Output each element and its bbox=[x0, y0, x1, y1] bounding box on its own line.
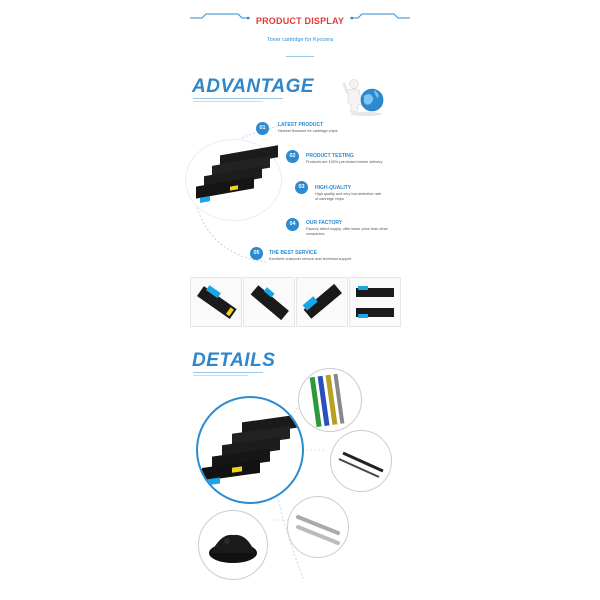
toner-cartridges-image bbox=[186, 140, 281, 220]
page-title: PRODUCT DISPLAY bbox=[255, 16, 345, 26]
advantage-subtitle-lines bbox=[193, 98, 283, 102]
details-subtitle-lines bbox=[193, 372, 263, 376]
advantage-title: ADVANTAGE bbox=[192, 76, 315, 97]
advantage-number-04: 04 bbox=[286, 218, 299, 231]
product-thumbnail-2 bbox=[243, 277, 295, 327]
advantage-item-desc: Newest firmware for cartridge chips bbox=[278, 129, 338, 133]
product-thumbnail-4 bbox=[349, 277, 401, 327]
details-rollers-image bbox=[298, 368, 362, 432]
advantage-item-title: THE BEST SERVICE bbox=[269, 250, 317, 256]
product-thumbnail-3 bbox=[296, 277, 348, 327]
product-thumbnail-1 bbox=[190, 277, 242, 327]
advantage-number-02: 02 bbox=[286, 150, 299, 163]
details-metal-rollers-image bbox=[287, 496, 349, 558]
person-globe-icon bbox=[342, 76, 390, 116]
advantage-number-01: 01 bbox=[256, 122, 269, 135]
subtitle-underline bbox=[286, 56, 314, 57]
advantage-item-desc: High quality and very low defective rate of cartridge chips bbox=[315, 192, 382, 201]
details-toner-powder-image bbox=[198, 510, 268, 580]
page-subtitle: Toner cartridge for Kyocera bbox=[266, 37, 334, 43]
advantage-item-title: HIGH-QUALITY bbox=[315, 185, 352, 191]
advantage-number-03: 03 bbox=[295, 181, 308, 194]
advantage-item-desc: Excellent customer service and technical support bbox=[269, 257, 352, 261]
advantage-number-05: 05 bbox=[250, 247, 263, 260]
advantage-item-title: LATEST PRODUCT bbox=[278, 122, 324, 128]
details-title: DETAILS bbox=[192, 350, 276, 371]
advantage-item-desc: Products are 100% pre-tested before delivery bbox=[306, 160, 383, 164]
details-blades-image bbox=[330, 430, 392, 492]
details-cartridges-image bbox=[196, 396, 304, 504]
header-right-decoration bbox=[350, 12, 410, 24]
advantage-product-image bbox=[186, 140, 281, 220]
advantage-item-desc: Factory direct supply, offer lower price than other companies bbox=[306, 227, 388, 236]
advantage-item-title: PRODUCT TESTING bbox=[306, 153, 354, 159]
advantage-item-title: OUR FACTORY bbox=[306, 220, 343, 226]
